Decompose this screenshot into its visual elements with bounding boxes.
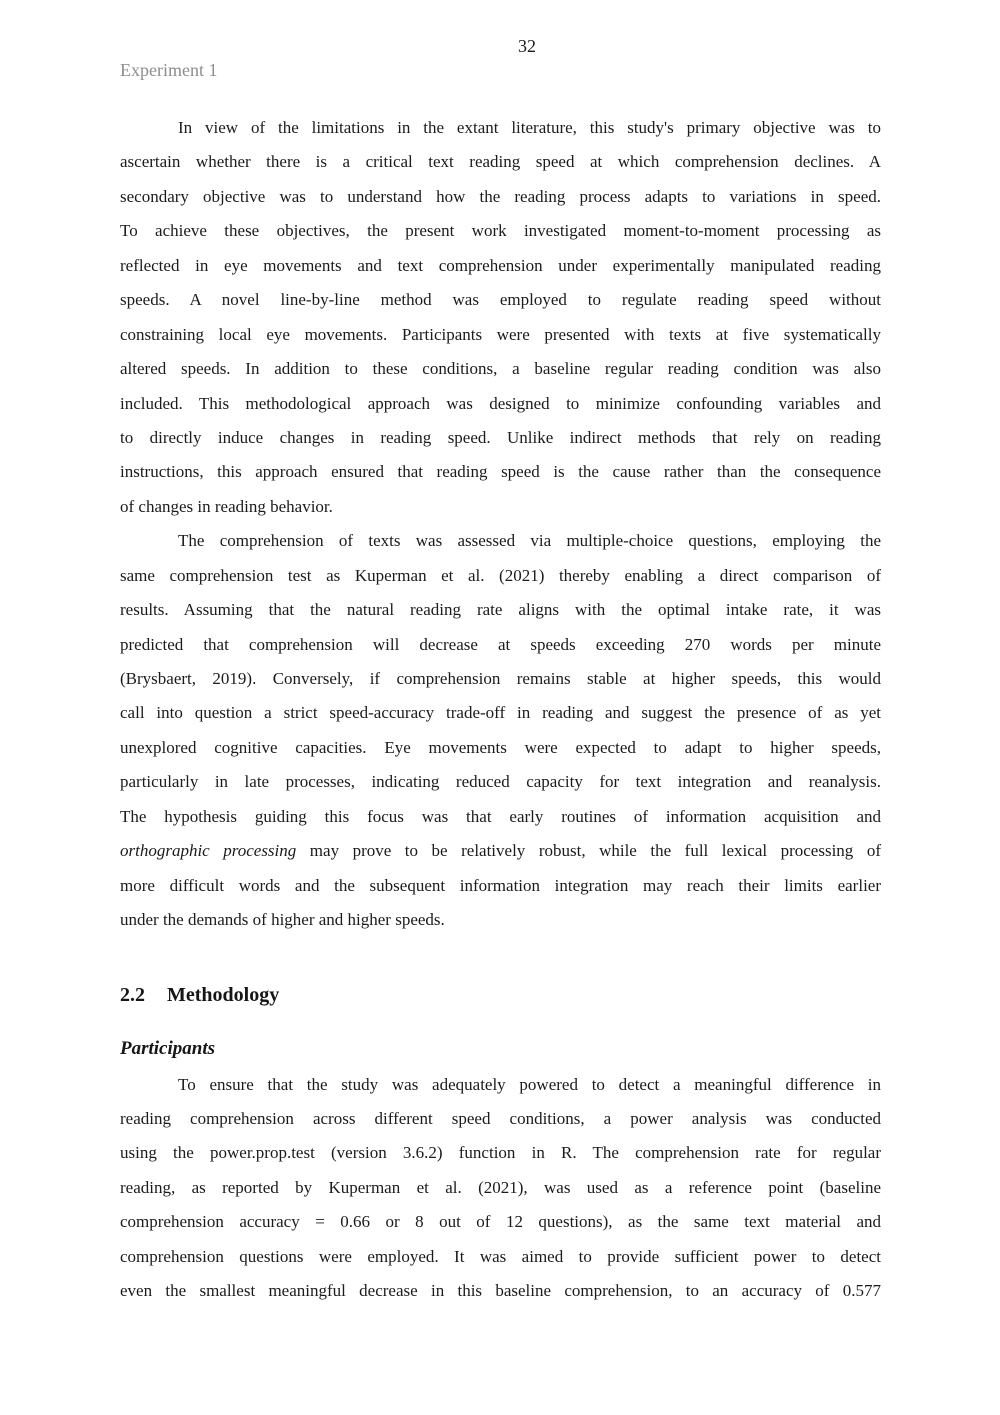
text-segment: predicted that comprehension will decrease at speeds exceeding 270 words per minute — [120, 634, 881, 654]
paragraph-objectives — [120, 111, 881, 524]
text-line — [120, 731, 881, 765]
text-line — [120, 765, 881, 799]
text-segment: particularly in late processes, indicating reduced capacity for text integration and reanalysis. — [120, 772, 881, 792]
text-line — [120, 662, 881, 696]
text-segment: reading comprehension across different speed conditions, a power analysis was conducted — [120, 1108, 881, 1128]
text-line — [120, 800, 881, 834]
text-line — [120, 145, 881, 179]
text-segment: reading, as reported by Kuperman et al. (2021), was used as a reference point (baseline — [120, 1177, 881, 1197]
text-line — [120, 180, 881, 214]
text-segment: reflected in eye movements and text comprehension under experimentally manipulated reading — [120, 255, 881, 275]
text-line — [120, 1274, 881, 1308]
text-line — [120, 387, 881, 421]
text-segment: ascertain whether there is a critical text reading speed at which comprehension declines. A — [120, 152, 881, 172]
text-segment: speeds. A novel line-by-line method was employed to regulate reading speed without — [120, 290, 881, 310]
text-segment: more difficult words and the subsequent information integration may reach their limits earlier — [120, 875, 881, 895]
text-segment: (Brysbaert, 2019). Conversely, if comprehension remains stable at higher speeds, this would — [120, 669, 881, 688]
subsection-heading: Participants — [120, 1037, 216, 1059]
text-line — [120, 283, 881, 317]
running-header: Experiment 1 — [120, 60, 218, 80]
text-line — [120, 869, 881, 903]
text-segment: The comprehension of texts was assessed via multiple-choice questions, employing the — [178, 531, 881, 551]
text-line — [120, 1205, 881, 1239]
text-line — [120, 559, 881, 593]
paragraph-power-analysis — [120, 1068, 881, 1309]
text-segment: under the demands of higher and higher speeds. — [120, 910, 445, 930]
text-segment: results. Assuming that the natural reading rate aligns with the optimal intake rate, it was — [120, 600, 881, 620]
text-segment: same comprehension test as Kuperman et al. (2021) thereby enabling a direct comparison of — [120, 565, 881, 585]
text-segment: using the power.prop.test (version 3.6.2) function in R. The comprehension rate for regular — [120, 1143, 881, 1163]
section-number: 2.2 — [120, 983, 145, 1006]
text-segment: In view of the limitations in the extant literature, this study's primary objective was to — [178, 118, 881, 137]
text-segment: included. This methodological approach was designed to minimize confounding variables and — [120, 393, 881, 413]
text-segment: constraining local eye movements. Participants were presented with texts at five systematically — [120, 324, 881, 344]
section-heading — [120, 983, 881, 1007]
text-line — [120, 1240, 881, 1274]
text-line — [120, 696, 881, 730]
italic-text: orthographic processing — [120, 841, 297, 861]
text-segment: unexplored cognitive capacities. Eye movements were expected to adapt to higher speeds, — [120, 737, 881, 757]
text-segment: altered speeds. In addition to these conditions, a baseline regular reading condition was also — [120, 359, 881, 379]
text-segment: call into question a strict speed-accuracy trade-off in reading and suggest the presence of as yet — [120, 703, 881, 723]
text-line — [120, 628, 881, 662]
text-segment: to directly induce changes in reading speed. Unlike indirect methods that rely on reading — [120, 427, 881, 447]
text-line — [120, 1102, 881, 1136]
text-line — [120, 1068, 881, 1102]
text-line — [120, 1171, 881, 1205]
section-title: Methodology — [167, 983, 280, 1006]
text-line — [120, 834, 881, 868]
text-line — [120, 455, 881, 489]
text-segment: instructions, this approach ensured that reading speed is the cause rather than the consequence — [120, 462, 881, 482]
text-segment: secondary objective was to understand how the reading process adapts to variations in speed. — [120, 186, 881, 206]
text-line — [120, 903, 881, 937]
text-segment: comprehension questions were employed. It was aimed to provide sufficient power to detect — [120, 1246, 881, 1266]
text-line — [120, 524, 881, 558]
text-segment: The hypothesis guiding this focus was that early routines of information acquisition and — [120, 806, 881, 826]
text-line — [120, 593, 881, 627]
text-line — [120, 249, 881, 283]
text-segment: To achieve these objectives, the present work investigated moment-to-moment processing as — [120, 221, 881, 241]
page-body — [120, 111, 881, 1309]
text-line — [120, 421, 881, 455]
text-line — [120, 352, 881, 386]
text-line — [120, 318, 881, 352]
text-line — [120, 1136, 881, 1170]
page-number: 32 — [518, 36, 536, 56]
paragraph-comprehension-hypotheses — [120, 524, 881, 937]
text-line — [120, 490, 881, 524]
text-segment: even the smallest meaningful decrease in this baseline comprehension, to an accuracy of 0.577 — [120, 1281, 881, 1301]
text-line — [120, 111, 881, 145]
text-segment: comprehension accuracy = 0.66 or 8 out of 12 questions), as the same text material and — [120, 1212, 881, 1232]
text-segment: of changes in reading behavior. — [120, 496, 333, 516]
text-line — [120, 214, 881, 248]
text-segment: may prove to be relatively robust, while the full lexical processing of — [296, 841, 881, 861]
text-segment: To ensure that the study was adequately powered to detect a meaningful difference in — [178, 1074, 881, 1094]
